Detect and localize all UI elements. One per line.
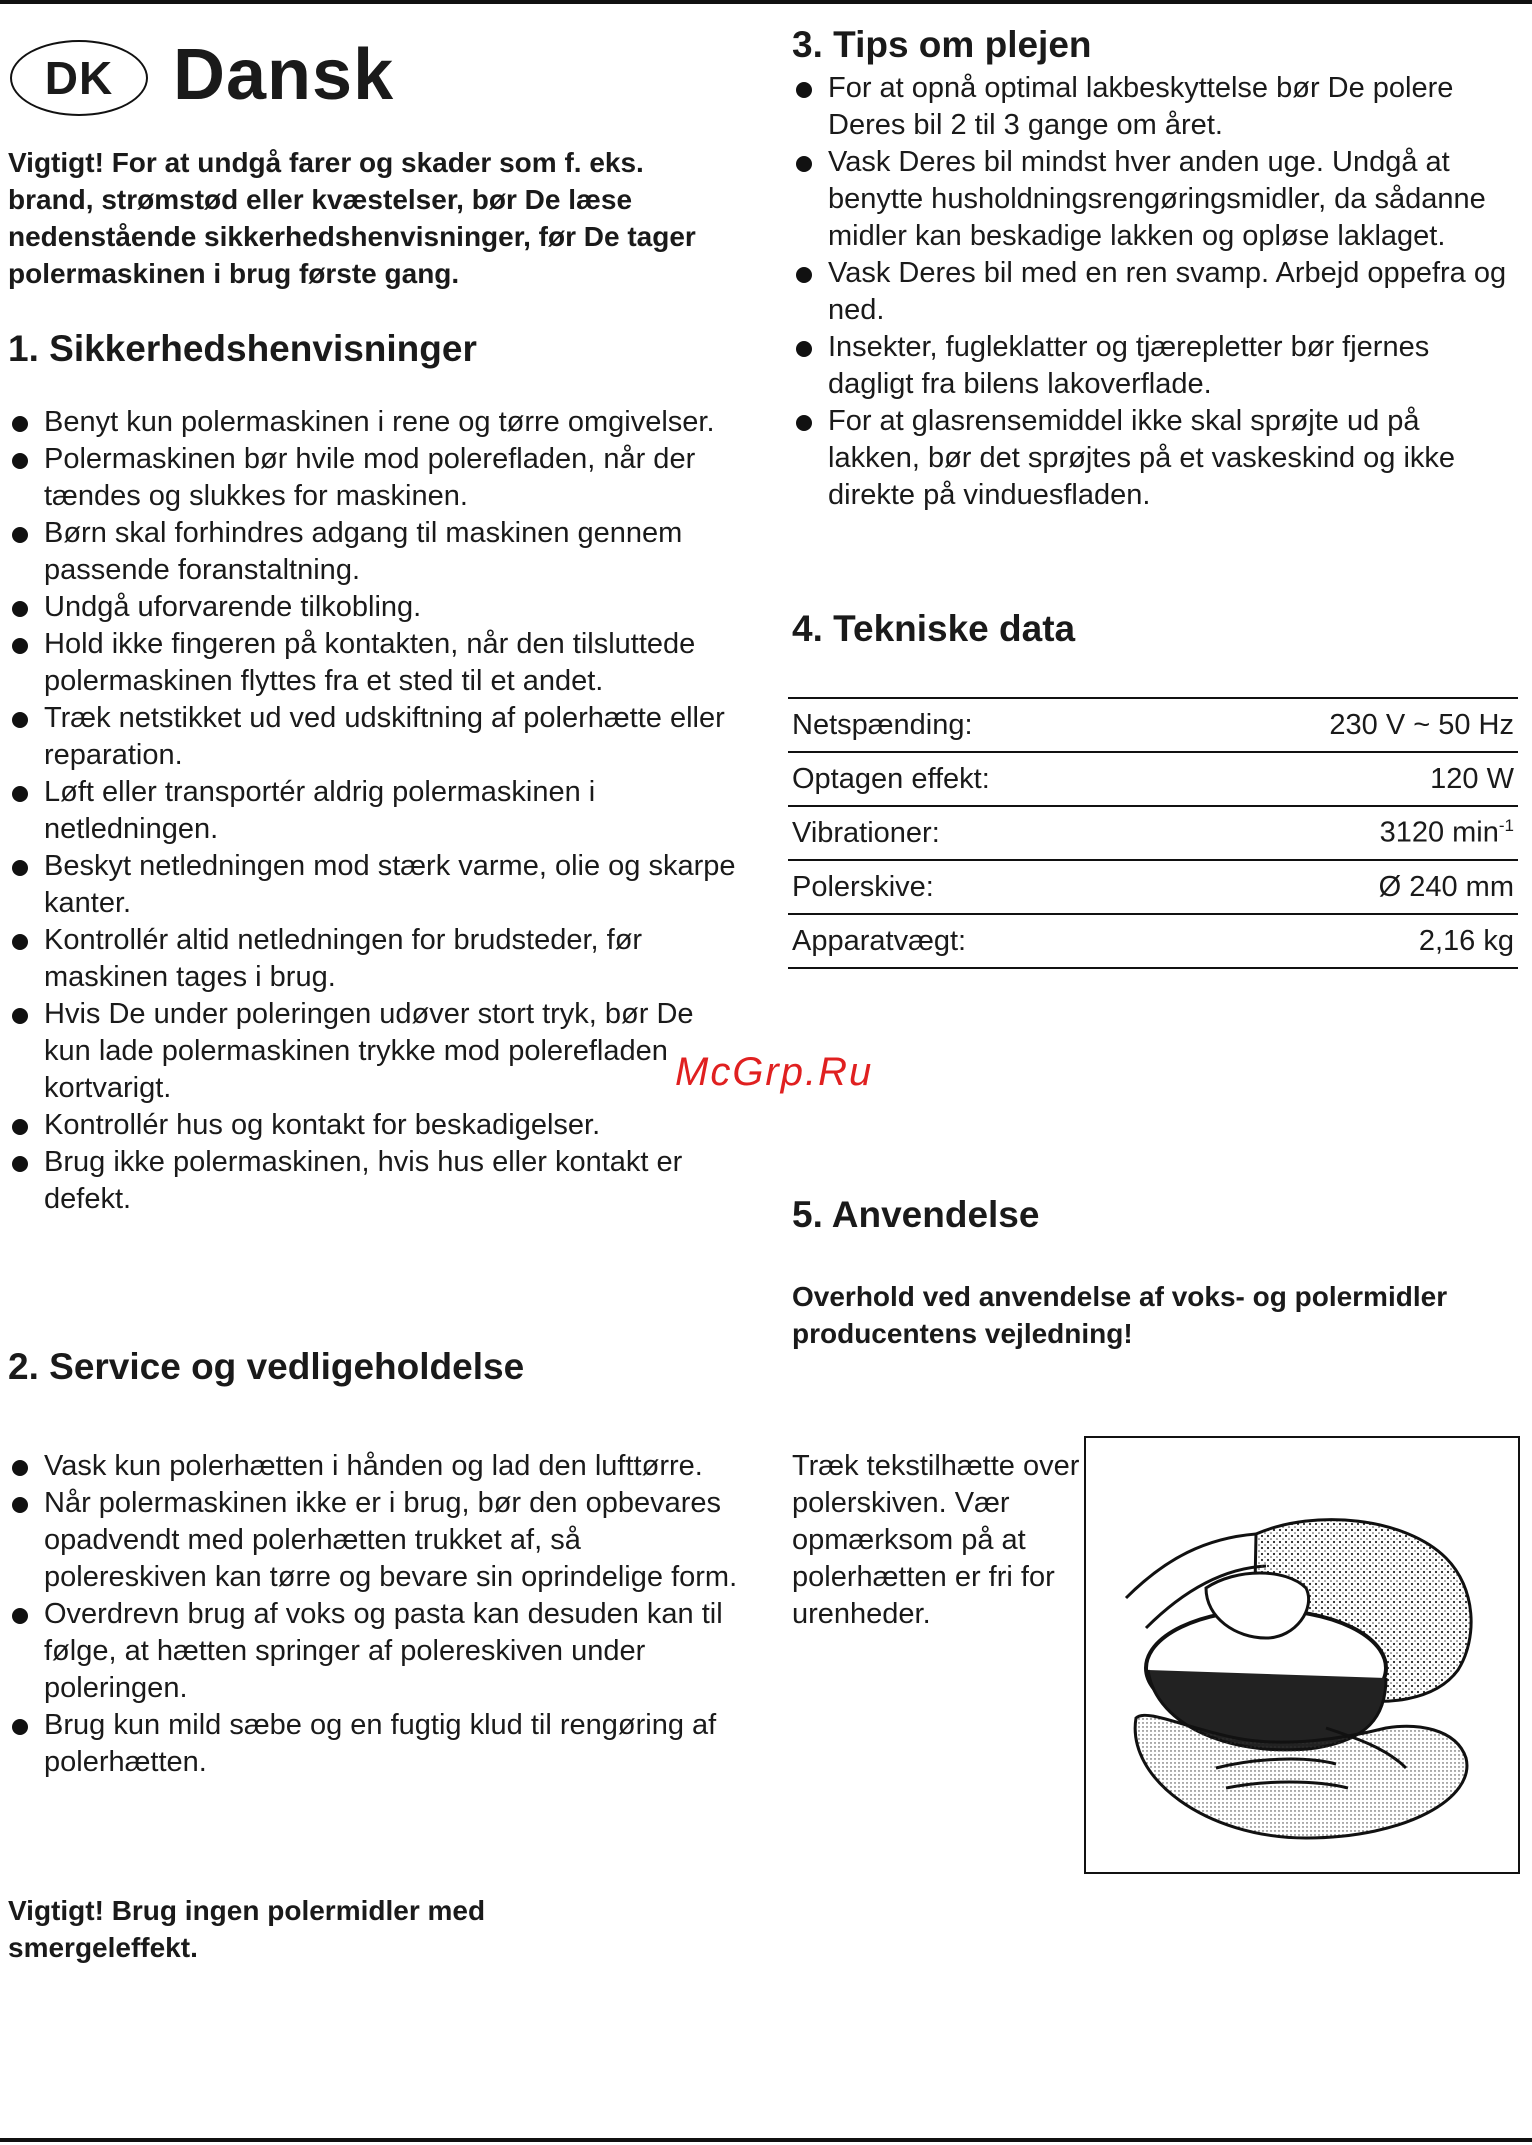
intro-warning: Vigtigt! For at undgå farer og skader som f. eks. brand, strømstød eller kvæstelser, bør De læse nedenstående sikkerhedshenvisninger, før De tager polermaskinen i brug første gang.	[8, 147, 696, 289]
tech-value: 120 W	[1165, 752, 1518, 806]
section-title-care: 3. Tips om plejen	[792, 24, 1092, 65]
tech-value: 230 V ~ 50 Hz	[1165, 698, 1518, 752]
list-item: Beskyt netledningen mod stærk varme, olie og skarpe kanter.	[8, 848, 748, 922]
list-item: Benyt kun polermaskinen i rene og tørre omgivelser.	[8, 404, 748, 441]
tech-value-exponent: -1	[1498, 816, 1514, 836]
list-item: Børn skal forhindres adgang til maskinen gennem passende foranstaltning.	[8, 515, 748, 589]
list-item: Polermaskinen bør hvile mod polerefladen, når der tændes og slukkes for maskinen.	[8, 441, 748, 515]
list-item: Træk netstikket ud ved udskiftning af polerhætte eller reparation.	[8, 700, 748, 774]
polisher-hand-icon	[1086, 1438, 1518, 1872]
table-row	[788, 698, 1518, 752]
tech-value: Ø 240 mm	[1165, 860, 1518, 914]
safety-list	[8, 404, 748, 1218]
tech-label: Apparatvægt:	[788, 914, 1165, 968]
service-warning: Vigtigt! Brug ingen polermidler med smergeleffekt.	[8, 1895, 486, 1963]
list-item: Kontrollér altid netledningen for brudsteder, før maskinen tages i brug.	[8, 922, 748, 996]
tech-label: Netspænding:	[788, 698, 1165, 752]
list-item: For at glasrensemiddel ikke skal sprøjte ud på lakken, bør det sprøjtes på et vaskeskind og ikke direkte på vinduesfladen.	[792, 403, 1517, 514]
list-item: Undgå uforvarende tilkobling.	[8, 589, 748, 626]
list-item: Vask Deres bil mindst hver anden uge. Undgå at benytte husholdningsrengøringsmidler, da sådanne midler kan beskadige lakken og opløse laklaget.	[792, 144, 1517, 255]
usage-text: Træk tekstilhætte over polerskiven. Vær opmærksom på at polerhætten er fri for urenheder.	[792, 1450, 1080, 1630]
list-item: Løft eller transportér aldrig polermaskinen i netledningen.	[8, 774, 748, 848]
language-title: Dansk	[173, 35, 395, 115]
section-title-tech: 4. Tekniske data	[792, 608, 1076, 649]
top-rule	[0, 0, 1532, 4]
list-item: Brug ikke polermaskinen, hvis hus eller kontakt er defekt.	[8, 1144, 748, 1218]
list-item: For at opnå optimal lakbeskyttelse bør De polere Deres bil 2 til 3 gange om året.	[792, 70, 1517, 144]
list-item: Overdrevn brug af voks og pasta kan desuden kan til følge, at hætten springer af polereskiven under poleringen.	[8, 1596, 748, 1707]
section-title-safety: 1. Sikkerhedshenvisninger	[8, 328, 477, 369]
polisher-illustration	[1084, 1436, 1520, 1874]
table-row	[788, 752, 1518, 806]
list-item: Brug kun mild sæbe og en fugtig klud til rengøring af polerhætten.	[8, 1707, 748, 1781]
table-row	[788, 914, 1518, 968]
table-row	[788, 860, 1518, 914]
bottom-rule	[0, 2138, 1532, 2142]
usage-warning: Overhold ved anvendelse af voks- og polermidler producentens vejledning!	[792, 1281, 1448, 1349]
tech-data-table	[788, 697, 1518, 969]
care-list	[792, 70, 1517, 514]
list-item: Vask kun polerhætten i hånden og lad den lufttørre.	[8, 1448, 748, 1485]
list-item: Insekter, fugleklatter og tjærepletter bør fjernes dagligt fra bilens lakoverflade.	[792, 329, 1517, 403]
list-item: Vask Deres bil med en ren svamp. Arbejd oppefra og ned.	[792, 255, 1517, 329]
service-list	[8, 1448, 748, 1781]
tech-label: Vibrationer:	[788, 806, 1165, 860]
language-badge: DK	[10, 40, 148, 116]
list-item: Hold ikke fingeren på kontakten, når den tilsluttede polermaskinen flyttes fra et sted til et andet.	[8, 626, 748, 700]
tech-value: 2,16 kg	[1165, 914, 1518, 968]
list-item: Kontrollér hus og kontakt for beskadigelser.	[8, 1107, 748, 1144]
tech-value	[1165, 806, 1518, 860]
tech-value-main: 3120 min	[1379, 816, 1499, 849]
list-item: Hvis De under poleringen udøver stort tryk, bør De kun lade polermaskinen trykke mod polerefladen kortvarigt.	[8, 996, 748, 1107]
section-title-usage: 5. Anvendelse	[792, 1194, 1040, 1235]
list-item: Når polermaskinen ikke er i brug, bør den opbevares opadvendt med polerhætten trukket af, så polereskiven kan tørre og bevare sin oprindelige form.	[8, 1485, 748, 1596]
watermark: McGrp.Ru	[675, 1050, 874, 1094]
tech-label: Optagen effekt:	[788, 752, 1165, 806]
section-title-service: 2. Service og vedligeholdelse	[8, 1346, 525, 1387]
table-row	[788, 806, 1518, 860]
tech-label: Polerskive:	[788, 860, 1165, 914]
